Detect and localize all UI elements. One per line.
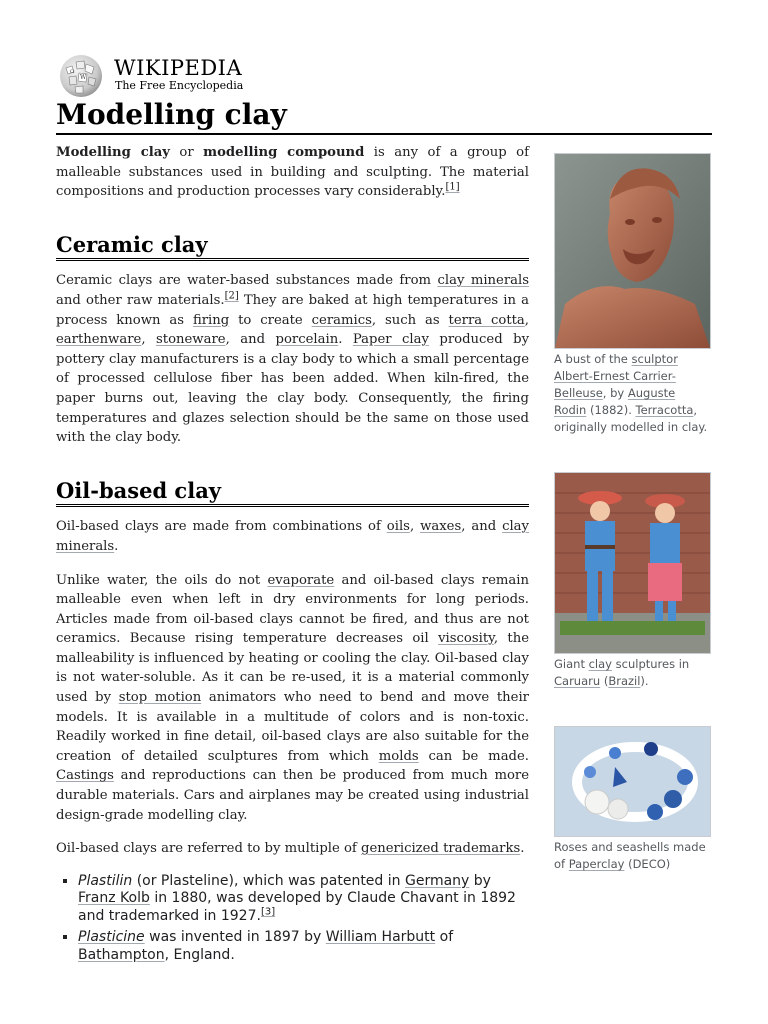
text: was invented in 1897 by — [144, 929, 326, 946]
list-item — [78, 929, 529, 964]
text: ( — [600, 674, 609, 688]
text: and oil-based clays remain malleable even when left in dry environments for long periods. Articles made from oil-based clays cannot be fired, and thus are not ceramics. Because rising temperature decreases oil — [56, 572, 529, 647]
link-sculptor[interactable]: sculptor — [631, 352, 678, 366]
text: produced by pottery clay manufacturers is a clay body to which a small percentage of processed cellulose fiber has been added. When kiln-fired, the paper burns out, leaving the clay body. Consequently, the firing temperatures and glazes selection should be the same on those used with the clay body. — [56, 332, 530, 446]
link-stop-motion[interactable]: stop motion — [118, 690, 202, 706]
caruaru-sculptures-image[interactable] — [554, 472, 711, 654]
figure-caruaru — [554, 472, 710, 690]
link-oils[interactable]: oils — [386, 519, 410, 535]
text: A bust of the — [554, 352, 632, 366]
text: . — [520, 841, 525, 857]
page-title: Modelling clay — [56, 98, 712, 135]
list-item — [78, 873, 529, 926]
text: by — [469, 872, 491, 889]
text: (DECO) — [624, 857, 671, 871]
text: Unlike water, the oils do not — [56, 572, 268, 588]
link-evaporate[interactable]: evaporate — [267, 572, 335, 588]
text: to create — [229, 312, 312, 328]
figure-caption — [554, 656, 710, 690]
link-clay-minerals[interactable]: clay minerals — [437, 273, 530, 289]
link-castings[interactable]: Castings — [56, 768, 114, 784]
site-tagline: The Free Encyclopedia — [115, 79, 244, 92]
text: , England. — [164, 946, 235, 963]
bust-image[interactable] — [554, 153, 711, 349]
link-brazil[interactable]: Brazil — [608, 674, 641, 688]
link-germany[interactable]: Germany — [404, 872, 470, 889]
site-wordmark[interactable]: WIKIPEDIA — [114, 56, 243, 80]
link-plasticine[interactable]: Plasticine — [78, 929, 145, 946]
oil-paragraph-1 — [56, 517, 529, 556]
section-heading-oil: Oil-based clay — [56, 481, 529, 508]
text: Ceramic clays are water-based substances made from — [56, 273, 438, 289]
paperclay-roses-image[interactable] — [554, 726, 711, 837]
text: in 1880, was developed by Claude Chavant in 1892 and trademarked in 1927. — [78, 890, 516, 924]
text: , — [141, 332, 156, 348]
link-viscosity[interactable]: viscosity — [438, 631, 494, 647]
text: , originally modelled in clay. — [554, 403, 708, 434]
text: ). — [640, 674, 649, 688]
link-stoneware[interactable]: stoneware — [156, 332, 226, 348]
text: and reproductions can then be produced from much more durable materials. Cars and airplanes may be created using industrial design-grade modelling clay. — [56, 768, 529, 823]
text: Oil-based clays are referred to by multiple of — [56, 841, 362, 857]
figure-bust — [554, 153, 710, 436]
link-auguste-rodin[interactable]: Auguste Rodin — [554, 386, 676, 417]
link-clay[interactable]: clay — [588, 657, 612, 671]
article-body — [56, 143, 529, 968]
text: Roses and seashells made of — [554, 840, 706, 871]
text: . — [114, 538, 119, 554]
text: can be made. — [418, 748, 529, 764]
link-paperclay[interactable]: Paperclay — [568, 857, 625, 871]
ceramic-paragraph — [56, 271, 529, 447]
trademark-list — [56, 873, 529, 965]
wikipedia-globe-icon[interactable] — [56, 54, 106, 98]
reference-link[interactable]: [2] — [224, 290, 239, 302]
text: of — [435, 929, 454, 946]
link-porcelain[interactable]: porcelain — [275, 332, 339, 348]
figure-caption — [554, 839, 710, 873]
text: , the malleability is influenced by heating or cooling the clay. Oil-based clay is not water-soluble. As it can be re-used, it is a material commonly used by — [56, 631, 529, 706]
link-paper-clay[interactable]: Paper clay — [352, 332, 429, 348]
oil-paragraph-3 — [56, 839, 529, 859]
text: or — [169, 145, 204, 160]
text: , and — [461, 519, 503, 535]
text: animators who need to bend and move their models. It is available in a multitude of colors and is non-toxic. Readily worked in fine detail, oil-based clays are also suitable for the creation of detailed sculptures from which — [56, 690, 529, 764]
text: (1882). — [586, 403, 636, 417]
section-heading-ceramic: Ceramic clay — [56, 235, 529, 262]
reference-link[interactable]: [3] — [260, 906, 276, 918]
link-terra-cotta[interactable]: terra cotta — [448, 312, 525, 328]
reference-link[interactable]: [1] — [445, 181, 460, 193]
text: , by — [602, 386, 628, 400]
text: (or Plasteline), which was patented in — [132, 872, 405, 889]
link-william-harbutt[interactable]: William Harbutt — [325, 929, 436, 946]
italic-term: Plastilin — [78, 872, 133, 889]
text: , — [409, 519, 421, 535]
link-bathampton[interactable]: Bathampton — [78, 946, 165, 963]
link-molds[interactable]: molds — [378, 748, 419, 764]
text: is any of a group of malleable substances used in building and sculpting. The material compositions and production processes vary considerably. — [56, 145, 529, 200]
text: Oil-based clays are made from combinations of — [56, 519, 387, 535]
bold-term: Modelling clay — [56, 145, 170, 160]
link-earthenware[interactable]: earthenware — [56, 332, 142, 348]
link-clay-minerals[interactable]: clay minerals — [56, 519, 529, 554]
oil-paragraph-2 — [56, 571, 529, 826]
text: , and — [225, 332, 276, 348]
text: and other raw materials. — [56, 292, 225, 308]
text: They are baked at high temperatures in a process known as — [56, 292, 529, 328]
figure-paperclay — [554, 726, 710, 873]
svg-text:W: W — [80, 74, 87, 81]
link-waxes[interactable]: waxes — [420, 519, 462, 535]
link-firing[interactable]: firing — [192, 312, 230, 328]
text: sculptures in — [611, 657, 690, 671]
link-ceramics[interactable]: ceramics — [311, 312, 372, 328]
svg-text:Ω: Ω — [70, 69, 75, 75]
text: , such as — [371, 312, 449, 328]
text: , — [524, 312, 529, 328]
figure-caption — [554, 351, 710, 436]
intro-paragraph — [56, 143, 529, 202]
link-caruaru[interactable]: Caruaru — [554, 674, 601, 688]
text: . — [338, 332, 353, 348]
link-terracotta[interactable]: Terracotta — [635, 403, 694, 417]
link-genericized-trademarks[interactable]: genericized trademarks — [361, 841, 521, 857]
text: Giant — [554, 657, 589, 671]
bold-term: modelling compound — [203, 145, 365, 160]
link-carrier-belleuse[interactable]: Albert-Ernest Carrier-Belleuse — [554, 369, 676, 400]
link-franz-kolb[interactable]: Franz Kolb — [78, 890, 150, 907]
